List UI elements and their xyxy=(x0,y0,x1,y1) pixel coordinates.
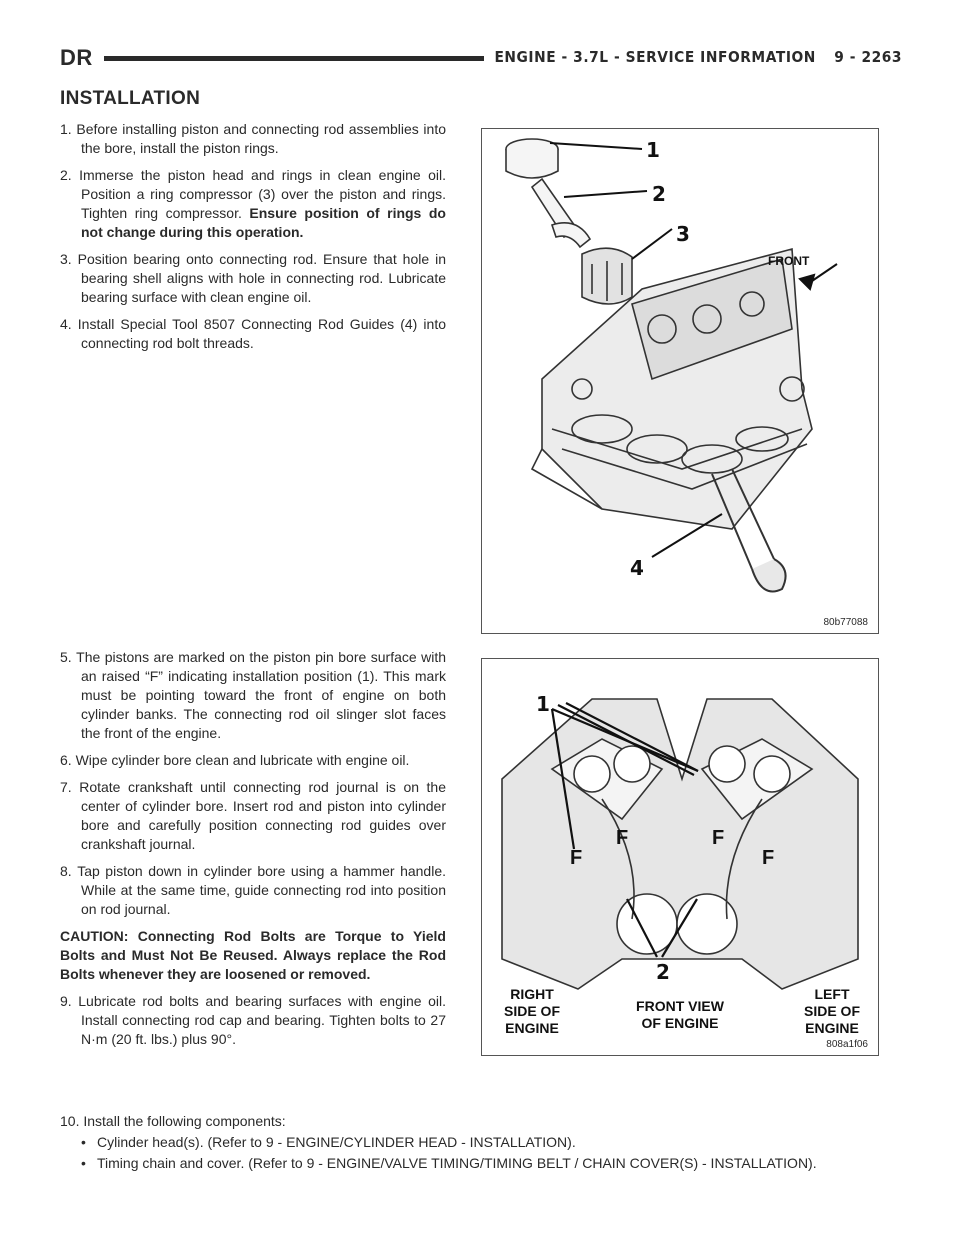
header-page-number: 9 - 2263 xyxy=(834,48,902,66)
step-8: 8. Tap piston down in cylinder bore using a hammer handle. While at the same time, guide connecting rod into position on rod journal. xyxy=(60,863,446,917)
callout-1: 1 xyxy=(536,692,550,716)
figure-id: 80b77088 xyxy=(823,617,868,628)
callout-3: 3 xyxy=(676,222,690,246)
page-header xyxy=(60,46,902,70)
label-right-side-2: SIDE OF xyxy=(503,1003,561,1019)
header-right xyxy=(476,48,902,66)
label-front-view-1: FRONT VIEW xyxy=(636,998,724,1014)
piston-installation-illustration xyxy=(482,129,878,633)
figure-front-view xyxy=(481,658,879,1056)
steps-block-a xyxy=(60,120,446,361)
bullet-item: • Timing chain and cover. (Refer to 9 - ENGINE/VALVE TIMING/TIMING BELT / CHAIN COVER(S) - INSTALLATION). xyxy=(81,1155,817,1171)
figure-id: 808a1f06 xyxy=(826,1039,868,1050)
label-right-side-3: ENGINE xyxy=(505,1020,559,1036)
f-mark-3: F xyxy=(712,827,725,849)
f-mark-4: F xyxy=(762,847,775,869)
front-label: FRONT xyxy=(768,254,810,268)
step-1: 1. Before installing piston and connecting rod assemblies into the bore, install the piston rings. xyxy=(60,121,447,156)
step-6: 6. Wipe cylinder bore clean and lubricate with engine oil. xyxy=(60,752,410,768)
step-10-block xyxy=(60,1112,902,1175)
step-3: 3. Position bearing onto connecting rod. Ensure that hole in bearing shell aligns with hole in connecting rod. Lubricate bearing surface with clean engine oil. xyxy=(60,251,447,305)
bullet-icon: • xyxy=(81,1155,86,1171)
step-2-warning: Ensure position of rings do not change during this operation. xyxy=(81,205,446,240)
header-rule xyxy=(104,56,484,61)
f-mark-2: F xyxy=(616,827,629,849)
caution-note: CAUTION: Connecting Rod Bolts are Torque to Yield Bolts and Must Not Be Reused. Always replace the Rod Bolts whenever they are loosened or removed. xyxy=(60,928,446,982)
step-9: 9. Lubricate rod bolts and bearing surfaces with engine oil. Install connecting rod cap and bearing. Tighten bolts to 27 N·m (20 ft. lbs.) plus 90°. xyxy=(60,993,447,1047)
f-mark-1: F xyxy=(570,847,583,869)
label-left-side-3: ENGINE xyxy=(805,1020,859,1036)
figure-piston-installation xyxy=(481,128,879,634)
callout-1: 1 xyxy=(646,138,660,162)
callout-2: 2 xyxy=(652,182,666,206)
label-front-view-2: OF ENGINE xyxy=(641,1015,719,1031)
step-2: 2. Immerse the piston head and rings in clean engine oil. Position a ring compressor (3) over the piston and rings. Tighten ring compressor. Ensure position of rings do not change during this operation. xyxy=(60,167,446,240)
front-view-illustration xyxy=(482,659,878,1055)
step-7: 7. Rotate crankshaft until connecting rod journal is on the center of cylinder bore. Insert rod and piston into cylinder bore and carefully position connecting rod guides over crankshaft journal. xyxy=(60,779,447,852)
header-model: DR xyxy=(60,45,93,70)
label-left-side-2: SIDE OF xyxy=(803,1003,861,1019)
step-4: 4. Install Special Tool 8507 Connecting Rod Guides (4) into connecting rod bolt threads. xyxy=(60,316,446,351)
bullet-icon: • xyxy=(81,1134,86,1150)
callout-2: 2 xyxy=(656,960,670,984)
label-left-side-1: LEFT xyxy=(814,986,850,1002)
step-5: 5. The pistons are marked on the piston pin bore surface with an raised “F” indicating installation position (1). This mark must be pointing toward the front of engine on both cylinder banks. The connecting rod oil slinger slot faces the front of the engine. xyxy=(60,649,447,741)
label-right-side-1: RIGHT xyxy=(510,986,554,1002)
step-10: 10. Install the following components: xyxy=(60,1113,286,1129)
section-title: INSTALLATION xyxy=(60,88,201,109)
header-title: ENGINE - 3.7L - SERVICE INFORMATION xyxy=(494,48,816,66)
steps-block-b xyxy=(60,648,446,1057)
callout-4: 4 xyxy=(630,556,644,580)
bullet-item: • Cylinder head(s). (Refer to 9 - ENGINE/CYLINDER HEAD - INSTALLATION). xyxy=(81,1134,576,1150)
